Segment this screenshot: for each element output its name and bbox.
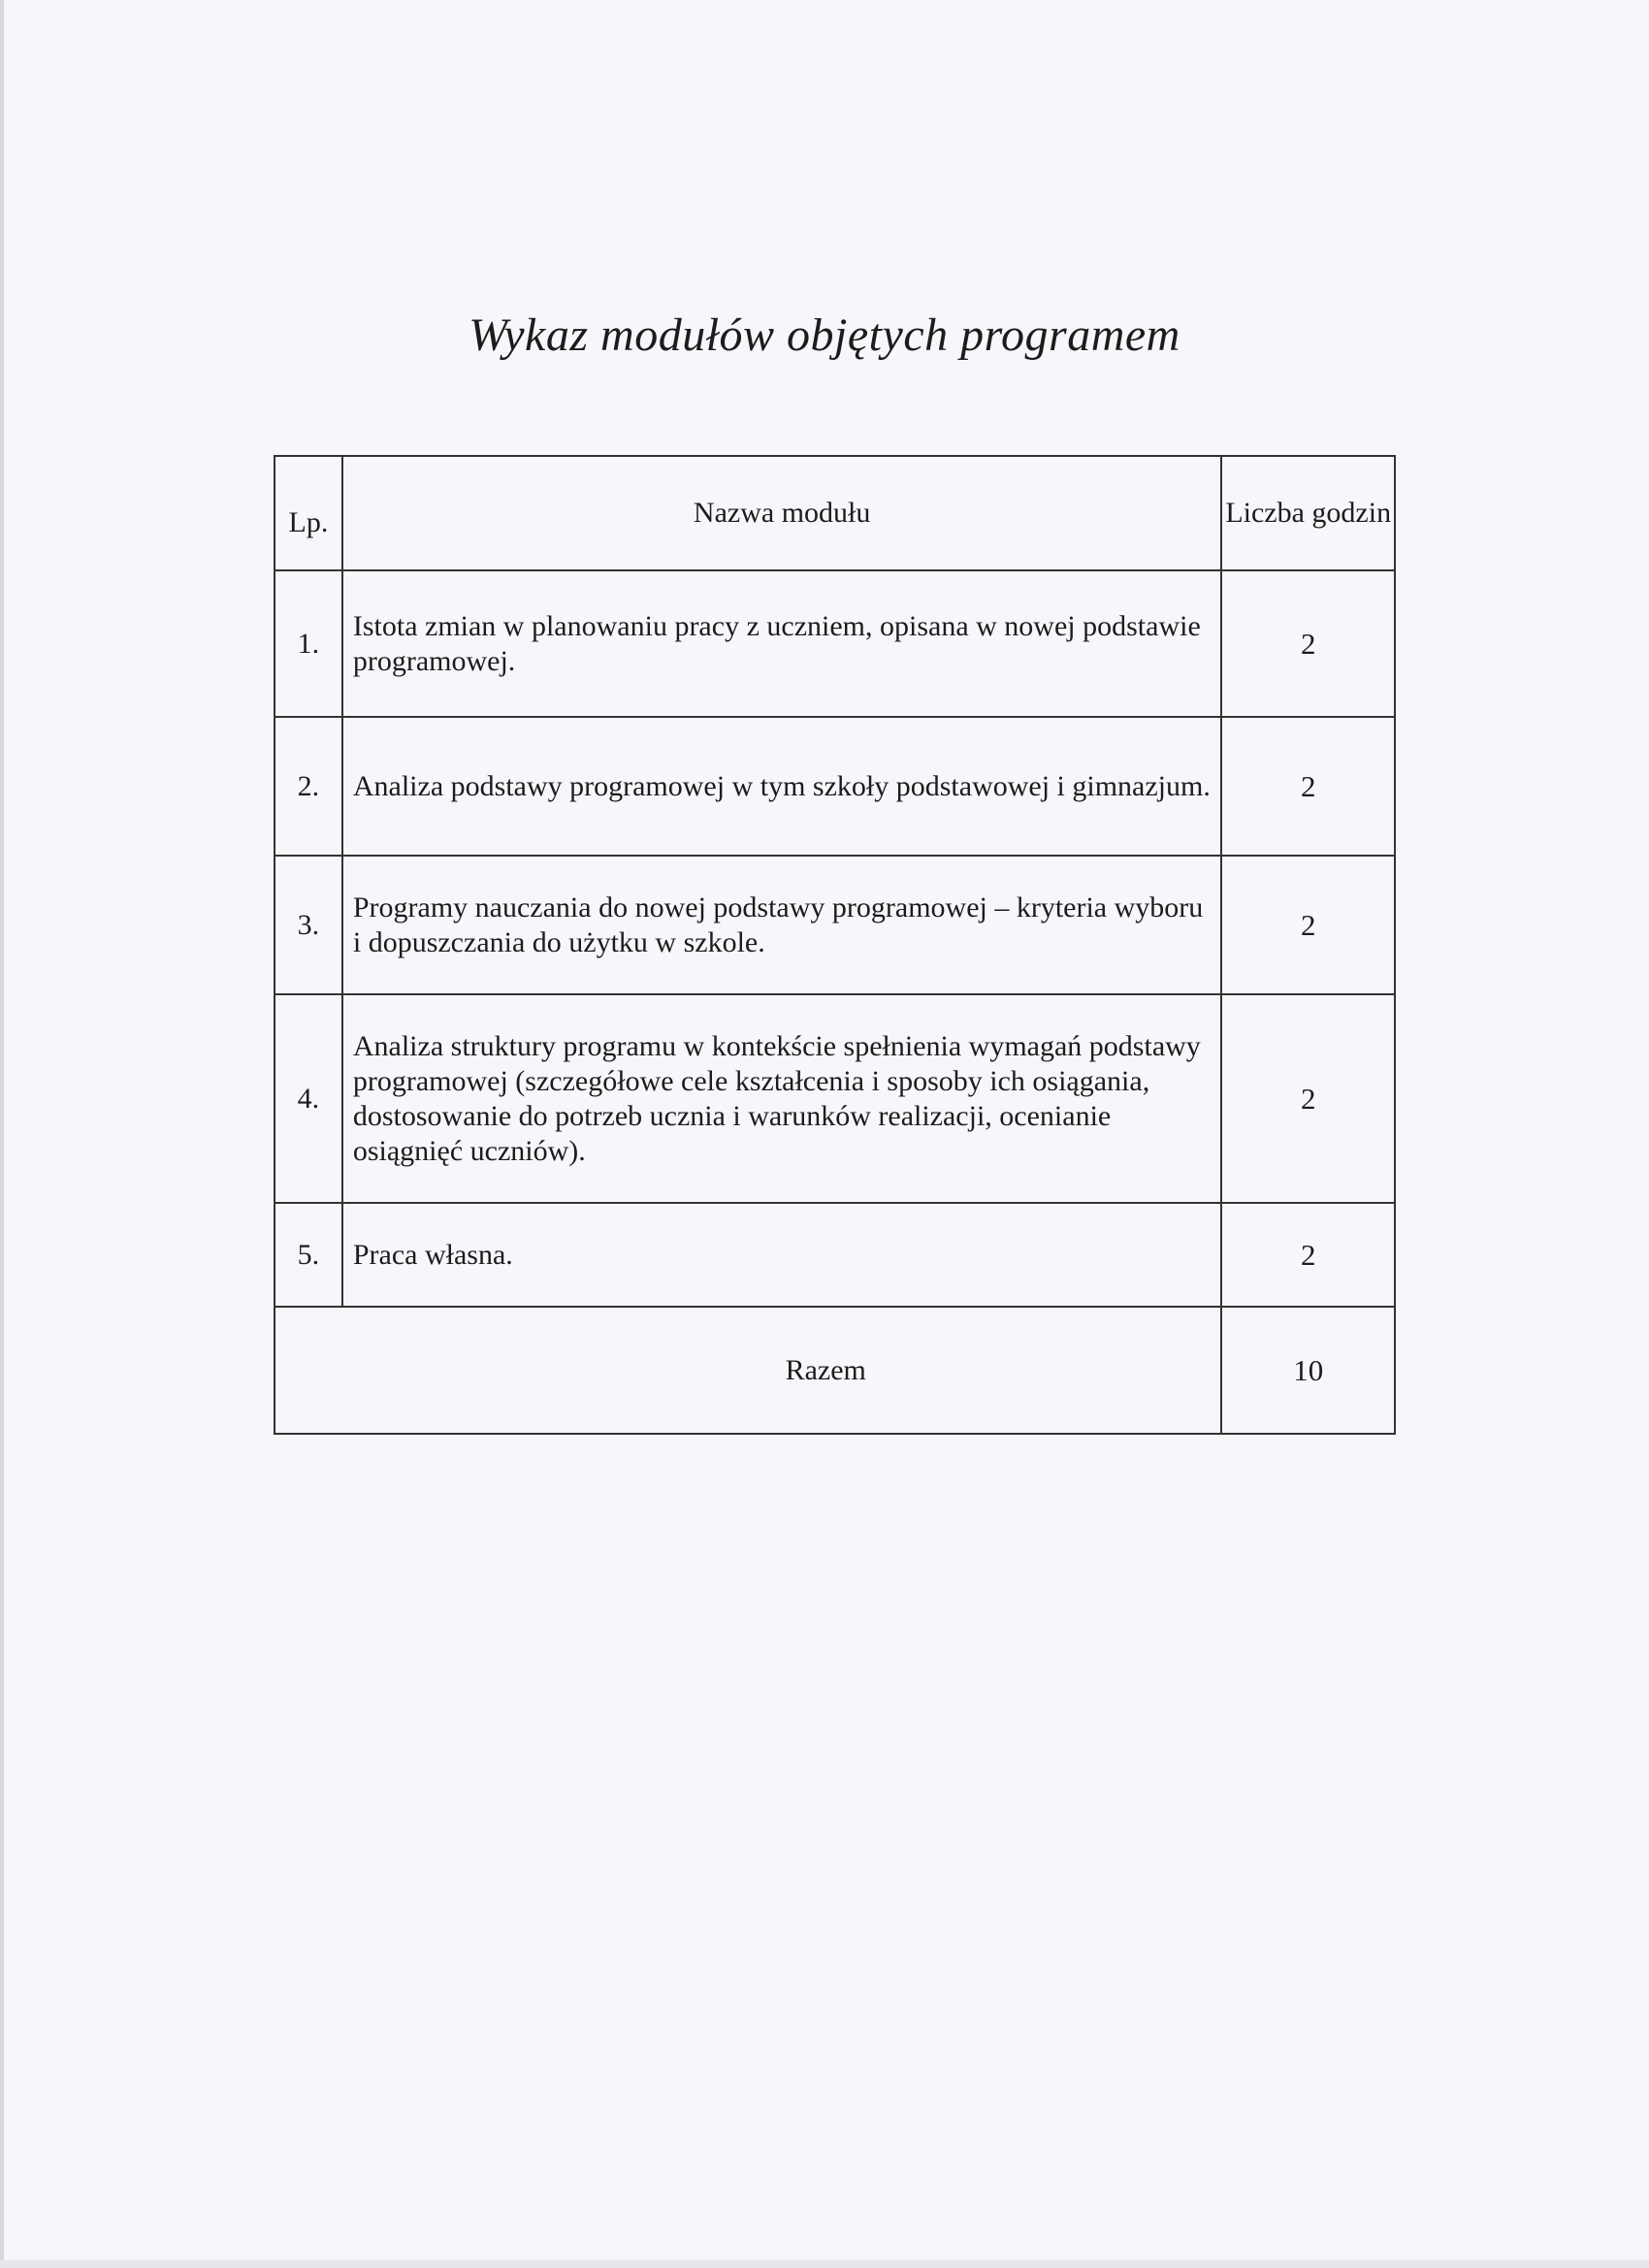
row-hours: 2 bbox=[1221, 717, 1395, 856]
row-module-name: Analiza struktury programu w kontekście spełnienia wymagań podstawy programowej (szczegółowe cele kształcenia i sposoby ich osiągania, dostosowanie do potrzeb ucznia i warunków realizacji, ocenianie osiągnięć uczniów). bbox=[342, 994, 1222, 1203]
table-row bbox=[275, 1203, 1395, 1307]
table-header-row bbox=[275, 456, 1395, 570]
row-module-name: Istota zmian w planowaniu pracy z uczniem, opisana w nowej podstawie programowej. bbox=[342, 570, 1222, 717]
row-lp: 5. bbox=[275, 1203, 342, 1307]
row-lp: 2. bbox=[275, 717, 342, 856]
row-lp: 3. bbox=[275, 856, 342, 994]
row-hours: 2 bbox=[1221, 994, 1395, 1203]
table-row bbox=[275, 717, 1395, 856]
header-hours: Liczba godzin bbox=[1221, 456, 1395, 570]
table-total-row bbox=[275, 1307, 1395, 1434]
row-hours: 2 bbox=[1221, 1203, 1395, 1307]
table-row bbox=[275, 994, 1395, 1203]
modules-table bbox=[274, 455, 1396, 1435]
row-module-name: Programy nauczania do nowej podstawy programowej – kryteria wyboru i dopuszczania do użytku w szkole. bbox=[342, 856, 1222, 994]
row-lp: 1. bbox=[275, 570, 342, 717]
row-hours: 2 bbox=[1221, 856, 1395, 994]
total-hours: 10 bbox=[1221, 1307, 1395, 1434]
header-module-name: Nazwa modułu bbox=[342, 456, 1222, 570]
table-row bbox=[275, 856, 1395, 994]
row-module-name: Analiza podstawy programowej w tym szkoły podstawowej i gimnazjum. bbox=[342, 717, 1222, 856]
row-module-name: Praca własna. bbox=[342, 1203, 1222, 1307]
total-label: Razem bbox=[275, 1307, 1221, 1434]
document-title: Wykaz modułów objętych programem bbox=[469, 309, 1180, 361]
table-row bbox=[275, 570, 1395, 717]
row-hours: 2 bbox=[1221, 570, 1395, 717]
row-lp: 4. bbox=[275, 994, 342, 1203]
header-lp: Lp. bbox=[275, 456, 342, 570]
page-edge-bottom bbox=[0, 2260, 1649, 2268]
